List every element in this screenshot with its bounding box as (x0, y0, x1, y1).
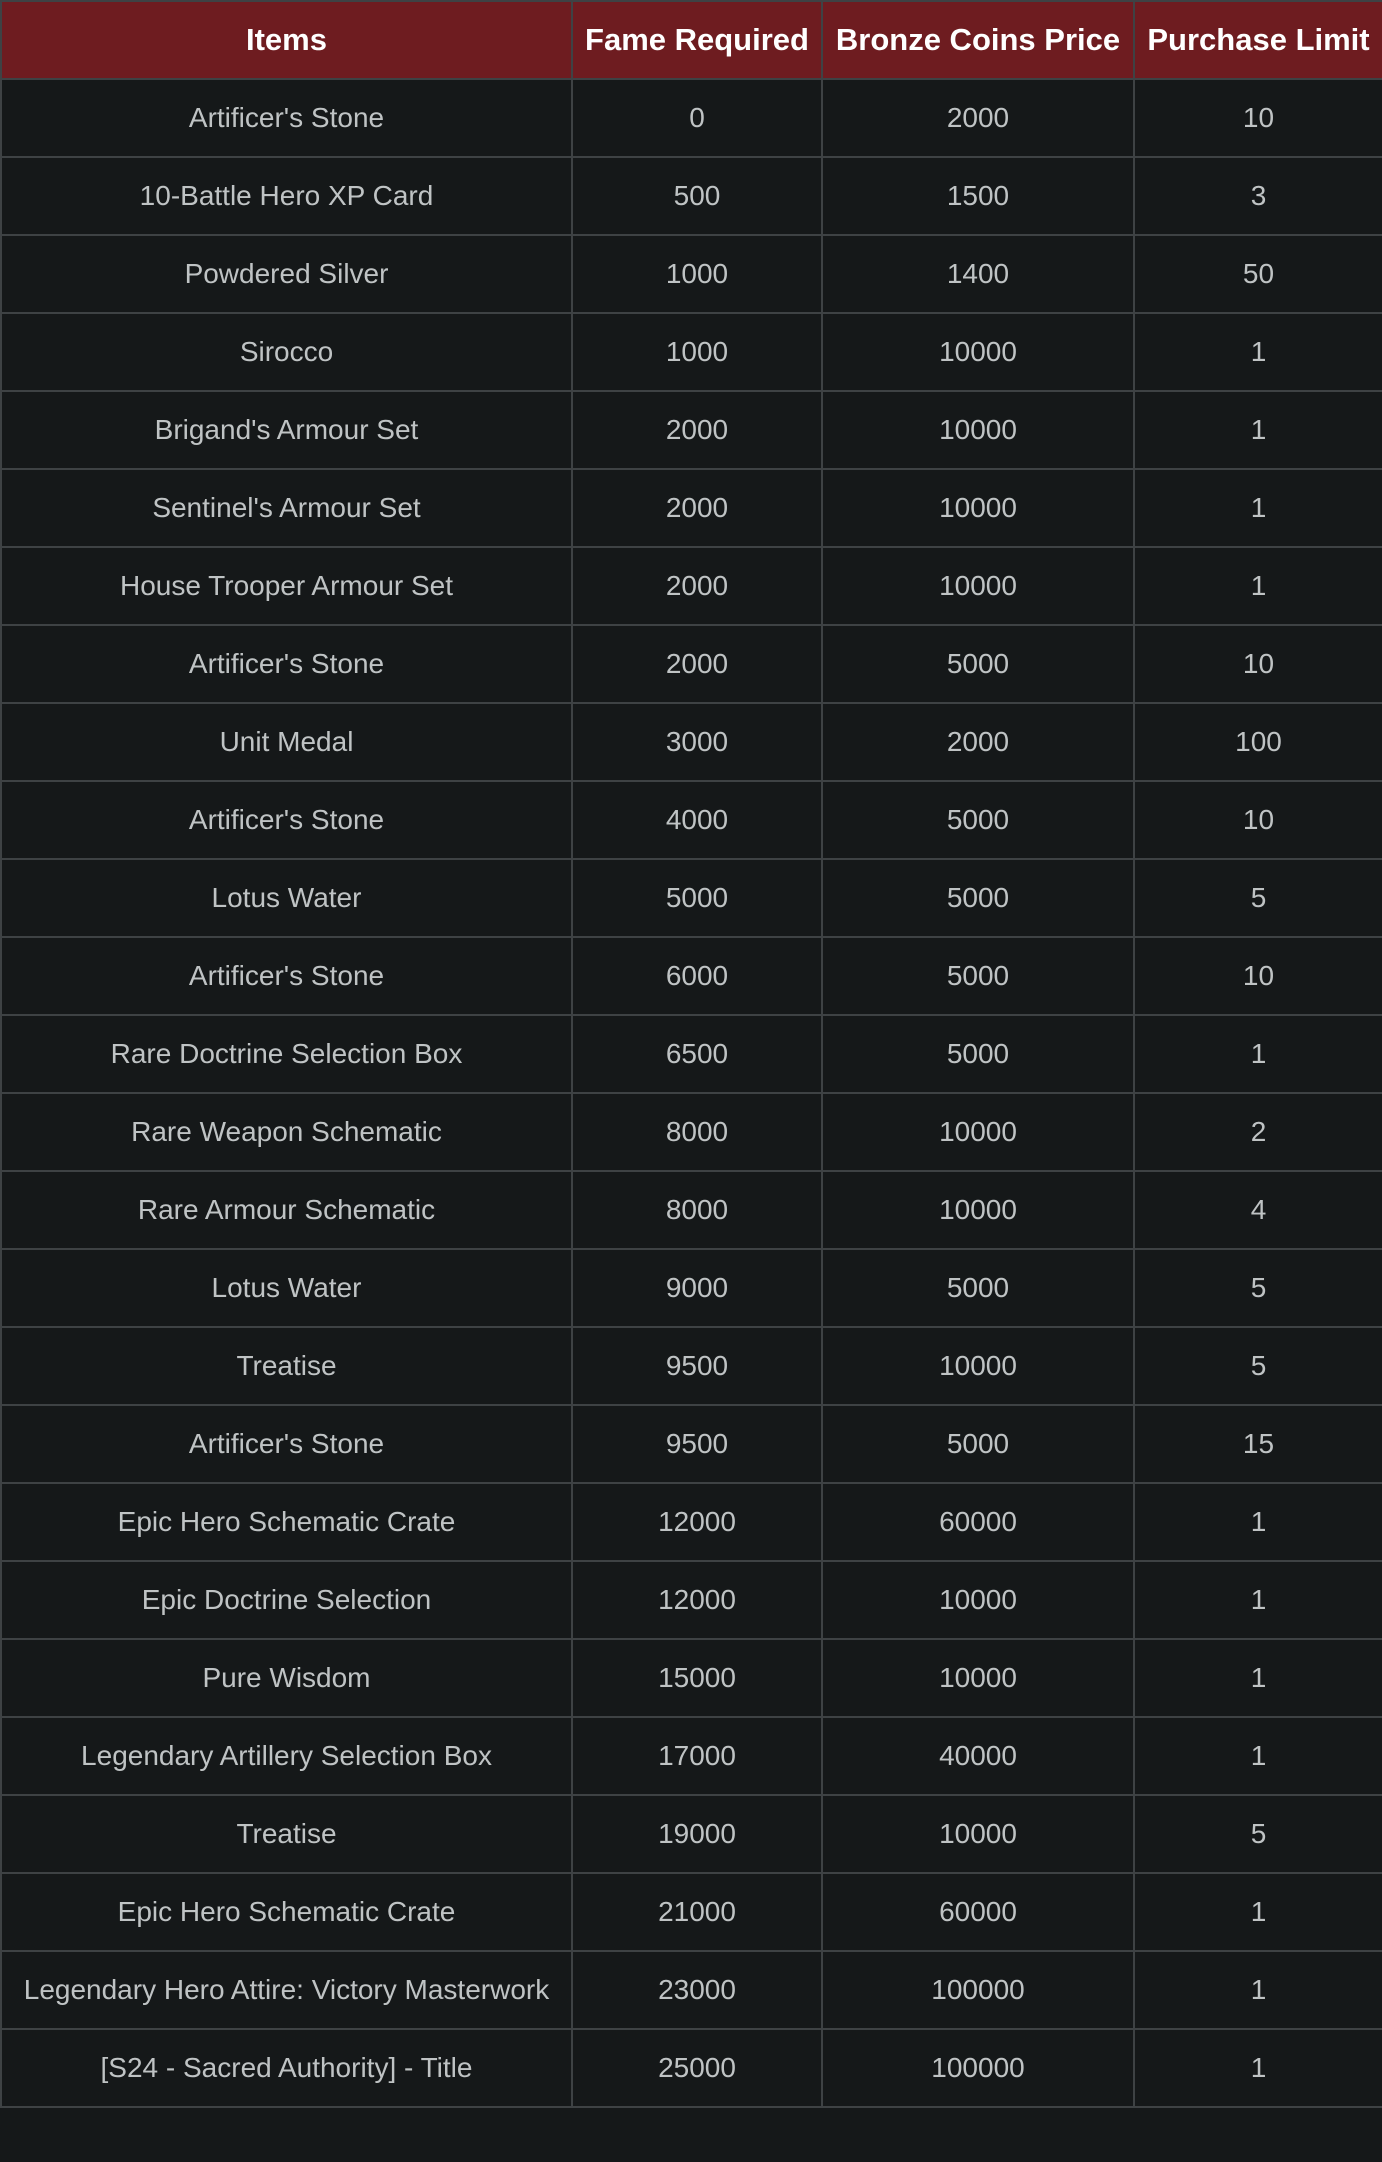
cell-item: Epic Hero Schematic Crate (1, 1873, 572, 1951)
table-row (1, 1561, 1382, 1639)
cell-item: Legendary Artillery Selection Box (1, 1717, 572, 1795)
cell-item: Rare Doctrine Selection Box (1, 1015, 572, 1093)
cell-item: Epic Hero Schematic Crate (1, 1483, 572, 1561)
table-row (1, 1327, 1382, 1405)
cell-limit: 10 (1134, 781, 1382, 859)
cell-item: Rare Armour Schematic (1, 1171, 572, 1249)
cell-fame: 8000 (572, 1171, 822, 1249)
table-row (1, 2029, 1382, 2107)
cell-price: 10000 (822, 1327, 1134, 1405)
cell-fame: 2000 (572, 469, 822, 547)
cell-item: Powdered Silver (1, 235, 572, 313)
cell-price: 1500 (822, 157, 1134, 235)
cell-item: Epic Doctrine Selection (1, 1561, 572, 1639)
table-row (1, 1951, 1382, 2029)
table-row (1, 1405, 1382, 1483)
cell-price: 2000 (822, 79, 1134, 157)
cell-price: 5000 (822, 937, 1134, 1015)
cell-price: 60000 (822, 1483, 1134, 1561)
cell-fame: 6500 (572, 1015, 822, 1093)
cell-fame: 17000 (572, 1717, 822, 1795)
cell-limit: 10 (1134, 79, 1382, 157)
cell-item: House Trooper Armour Set (1, 547, 572, 625)
cell-fame: 12000 (572, 1483, 822, 1561)
cell-price: 60000 (822, 1873, 1134, 1951)
cell-price: 10000 (822, 1795, 1134, 1873)
cell-item: Lotus Water (1, 859, 572, 937)
cell-item: Sentinel's Armour Set (1, 469, 572, 547)
cell-price: 10000 (822, 1639, 1134, 1717)
cell-price: 2000 (822, 703, 1134, 781)
cell-limit: 1 (1134, 469, 1382, 547)
cell-limit: 1 (1134, 1951, 1382, 2029)
table-row (1, 937, 1382, 1015)
cell-price: 5000 (822, 1405, 1134, 1483)
cell-price: 5000 (822, 1015, 1134, 1093)
cell-fame: 5000 (572, 859, 822, 937)
cell-price: 10000 (822, 1093, 1134, 1171)
cell-price: 10000 (822, 1171, 1134, 1249)
cell-fame: 1000 (572, 313, 822, 391)
cell-fame: 12000 (572, 1561, 822, 1639)
cell-price: 40000 (822, 1717, 1134, 1795)
cell-limit: 2 (1134, 1093, 1382, 1171)
cell-limit: 4 (1134, 1171, 1382, 1249)
cell-price: 10000 (822, 391, 1134, 469)
cell-limit: 1 (1134, 313, 1382, 391)
table-row (1, 1015, 1382, 1093)
cell-fame: 19000 (572, 1795, 822, 1873)
cell-limit: 1 (1134, 2029, 1382, 2107)
table-row (1, 313, 1382, 391)
cell-price: 5000 (822, 781, 1134, 859)
table-row (1, 625, 1382, 703)
cell-item: Pure Wisdom (1, 1639, 572, 1717)
cell-item: Artificer's Stone (1, 1405, 572, 1483)
cell-limit: 1 (1134, 1639, 1382, 1717)
cell-item: Artificer's Stone (1, 937, 572, 1015)
header-purchase-limit: Purchase Limit (1134, 1, 1382, 79)
cell-limit: 3 (1134, 157, 1382, 235)
cell-fame: 9500 (572, 1405, 822, 1483)
table-row (1, 1249, 1382, 1327)
cell-limit: 10 (1134, 937, 1382, 1015)
cell-item: Lotus Water (1, 1249, 572, 1327)
cell-fame: 23000 (572, 1951, 822, 2029)
cell-item: Artificer's Stone (1, 79, 572, 157)
table-row (1, 1717, 1382, 1795)
table-row (1, 1093, 1382, 1171)
cell-limit: 100 (1134, 703, 1382, 781)
table-row (1, 547, 1382, 625)
cell-fame: 2000 (572, 625, 822, 703)
table-row (1, 79, 1382, 157)
cell-price: 10000 (822, 1561, 1134, 1639)
cell-price: 1400 (822, 235, 1134, 313)
cell-price: 100000 (822, 2029, 1134, 2107)
cell-price: 10000 (822, 547, 1134, 625)
cell-price: 10000 (822, 313, 1134, 391)
cell-fame: 500 (572, 157, 822, 235)
cell-limit: 1 (1134, 1015, 1382, 1093)
cell-limit: 1 (1134, 1483, 1382, 1561)
cell-limit: 1 (1134, 391, 1382, 469)
cell-price: 5000 (822, 859, 1134, 937)
cell-fame: 9000 (572, 1249, 822, 1327)
cell-fame: 8000 (572, 1093, 822, 1171)
cell-limit: 50 (1134, 235, 1382, 313)
cell-price: 5000 (822, 1249, 1134, 1327)
cell-fame: 2000 (572, 547, 822, 625)
header-items: Items (1, 1, 572, 79)
cell-fame: 21000 (572, 1873, 822, 1951)
cell-fame: 6000 (572, 937, 822, 1015)
cell-item: [S24 - Sacred Authority] - Title (1, 2029, 572, 2107)
cell-item: Rare Weapon Schematic (1, 1093, 572, 1171)
cell-limit: 5 (1134, 859, 1382, 937)
table-row (1, 1873, 1382, 1951)
cell-price: 5000 (822, 625, 1134, 703)
table-row (1, 469, 1382, 547)
table-row (1, 1171, 1382, 1249)
cell-item: Unit Medal (1, 703, 572, 781)
table-header-row (1, 1, 1382, 79)
cell-item: Brigand's Armour Set (1, 391, 572, 469)
cell-price: 100000 (822, 1951, 1134, 2029)
cell-limit: 10 (1134, 625, 1382, 703)
cell-limit: 15 (1134, 1405, 1382, 1483)
table-row (1, 703, 1382, 781)
cell-item: Sirocco (1, 313, 572, 391)
cell-fame: 25000 (572, 2029, 822, 2107)
cell-limit: 5 (1134, 1249, 1382, 1327)
table-row (1, 1639, 1382, 1717)
cell-limit: 1 (1134, 1873, 1382, 1951)
cell-fame: 0 (572, 79, 822, 157)
cell-item: 10-Battle Hero XP Card (1, 157, 572, 235)
table-row (1, 391, 1382, 469)
table-row (1, 157, 1382, 235)
cell-fame: 3000 (572, 703, 822, 781)
cell-limit: 5 (1134, 1327, 1382, 1405)
cell-item: Treatise (1, 1795, 572, 1873)
cell-price: 10000 (822, 469, 1134, 547)
cell-fame: 2000 (572, 391, 822, 469)
cell-fame: 1000 (572, 235, 822, 313)
cell-item: Treatise (1, 1327, 572, 1405)
header-fame-required: Fame Required (572, 1, 822, 79)
table-row (1, 1795, 1382, 1873)
table-row (1, 859, 1382, 937)
table-row (1, 235, 1382, 313)
cell-item: Legendary Hero Attire: Victory Masterwork (1, 1951, 572, 2029)
cell-limit: 1 (1134, 1717, 1382, 1795)
cell-limit: 1 (1134, 1561, 1382, 1639)
cell-limit: 5 (1134, 1795, 1382, 1873)
cell-fame: 9500 (572, 1327, 822, 1405)
cell-item: Artificer's Stone (1, 781, 572, 859)
cell-fame: 15000 (572, 1639, 822, 1717)
table-row (1, 1483, 1382, 1561)
table-row (1, 781, 1382, 859)
cell-fame: 4000 (572, 781, 822, 859)
cell-item: Artificer's Stone (1, 625, 572, 703)
cell-limit: 1 (1134, 547, 1382, 625)
header-bronze-coins-price: Bronze Coins Price (822, 1, 1134, 79)
